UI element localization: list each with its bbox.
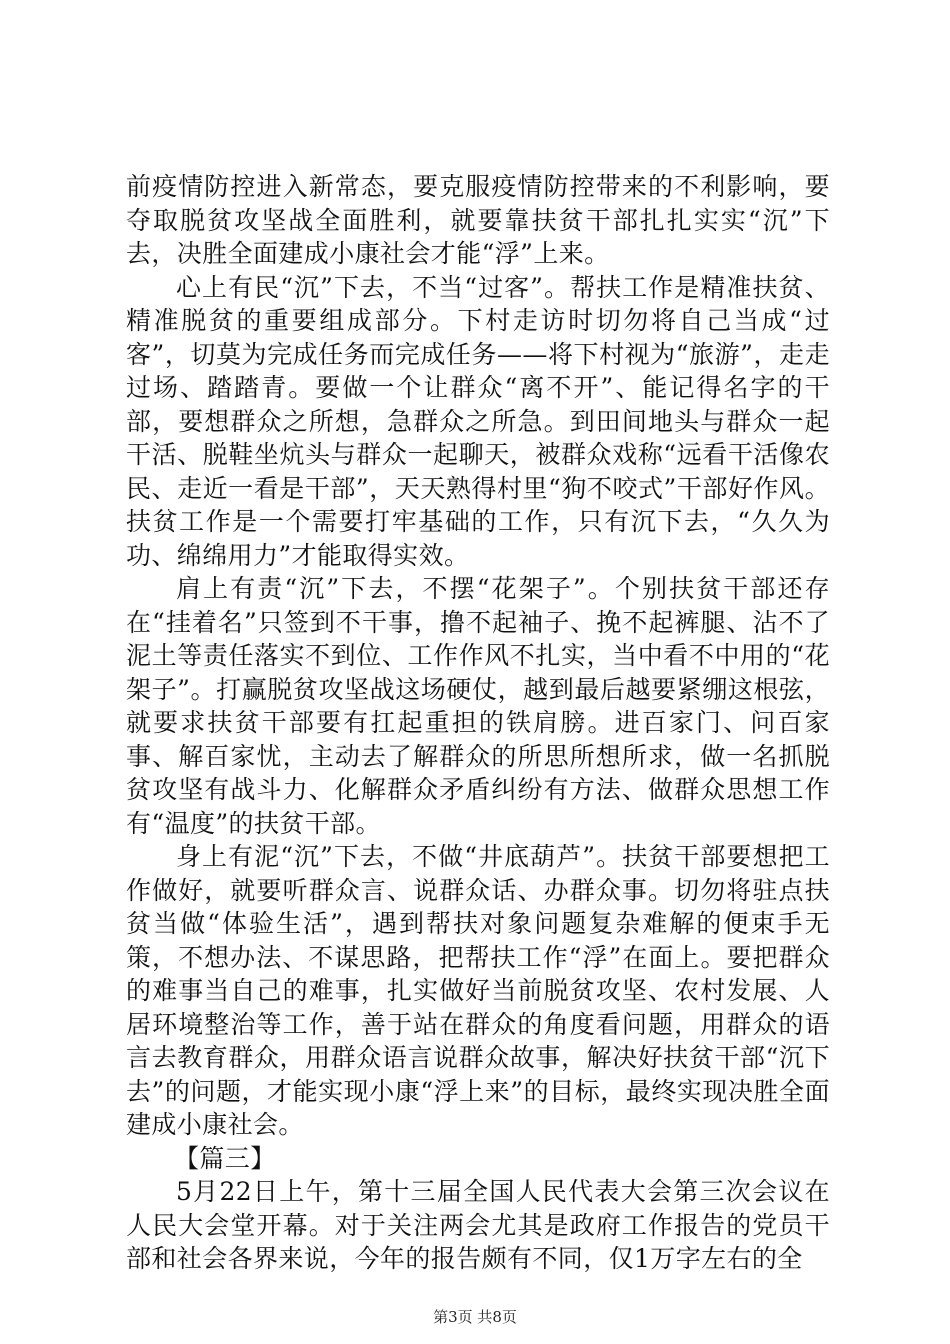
paragraph-body: 身上有泥“沉”下去，不做“井底葫芦”。扶贫干部要想把工作做好，就要听群众言、说群众话、办群众事。切勿将驻点扶贫当做“体验生活”，遇到帮扶对象问题复杂难解的便束手无策，不想办法、不谋思路，把帮扶工作“浮”在面上。要把群众的难事当自己的难事，扎实做好当前脱贫攻坚、农村发展、人居环境整治等工作，善于站在群众的角度看问题，用群众的语言去教育群众，用群众语言说群众故事，解决好扶贫干部“沉下去”的问题，才能实现小康“浮上来”的目标，最终实现决胜全面建成小康社会。 <box>126 842 830 1139</box>
page-number-footer: 第3页 共8页 <box>433 1308 517 1326</box>
paragraph-closing: 5月22日上午，第十三届全国人民代表大会第三次会议在人民大会堂开幕。对于关注两会尤其是政府工作报告的党员干部和社会各界来说，今年的报告颇有不同，仅1万字左右的全 <box>126 1177 830 1273</box>
paragraph-continuation: 前疫情防控进入新常态，要克服疫情防控带来的不利影响，要夺取脱贫攻坚战全面胜利，就要靠扶贫干部扎扎实实“沉”下去，决胜全面建成小康社会才能“浮”上来。 <box>126 172 830 268</box>
document-body <box>126 170 830 1276</box>
paragraph-shoulder: 肩上有责“沉”下去，不摆“花架子”。个别扶贫干部还存在“挂着名”只签到不干事，撸不起袖子、挽不起裤腿、沾不了泥土等责任落实不到位、工作作风不扎实，当中看不中用的“花架子”。打赢脱贫攻坚战这场硬仗，越到最后越要紧绷这根弦，就要求扶贫干部要有扛起重担的铁肩膀。进百家门、问百家事、解百家忧，主动去了解群众的所思所想所求，做一名抓脱贫攻坚有战斗力、化解群众矛盾纠纷有方法、做群众思想工作有“温度”的扶贫干部。 <box>126 574 830 838</box>
section-heading: 【篇三】 <box>174 1143 276 1173</box>
paragraph-heart: 心上有民“沉”下去，不当“过客”。帮扶工作是精准扶贫、精准脱贫的重要组成部分。下村走访时切勿将自己当成“过客”，切莫为完成任务而完成任务——将下村视为“旅游”，走走过场、踏踏青。要做一个让群众“离不开”、能记得名字的干部，要想群众之所想，急群众之所急。到田间地头与群众一起干活、脱鞋坐炕头与群众一起聊天，被群众戏称“远看干活像农民、走近一看是干部”，天天熟得村里“狗不咬式”干部好作风。扶贫工作是一个需要打牢基础的工作，只有沉下去，“久久为功、绵绵用力”才能取得实效。 <box>126 272 830 570</box>
